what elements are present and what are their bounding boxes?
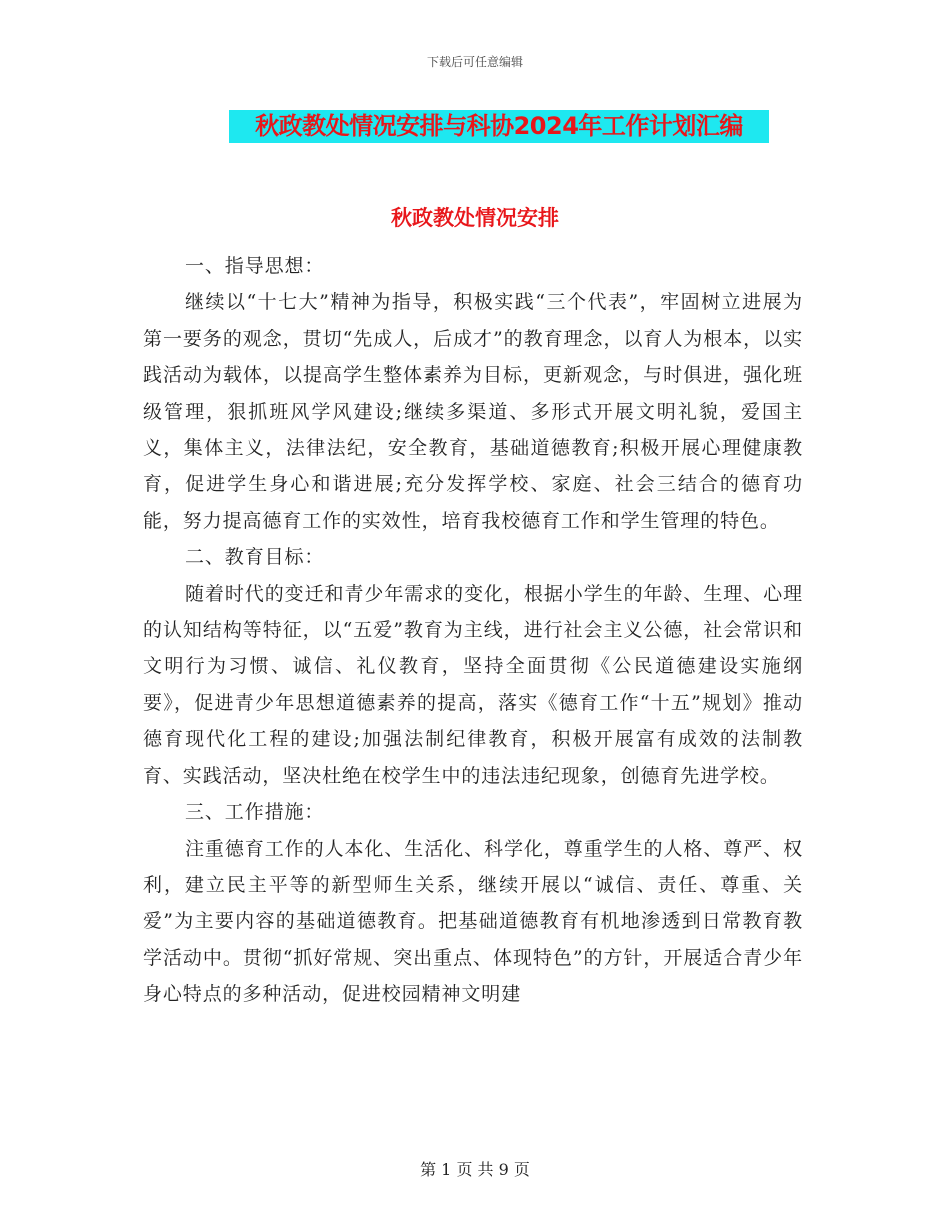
document-body	[143, 248, 803, 1013]
paragraph-guiding-ideology: 继续以“十七大”精神为指导，积极实践“三个代表”，牢固树立进展为第一要务的观念，贯切“先成人，后成才”的教育理念，以育人为根本，以实践活动为载体，以提高学生整体素养为目标，更新观念，与时俱进，强化班级管理，狠抓班风学风建设;继续多渠道、多形式开展文明礼貌，爱国主义，集体主义，法律法纪，安全教育，基础道德教育;积极开展心理健康教育，促进学生身心和谐进展;充分发挥学校、家庭、社会三结合的德育功能，努力提高德育工作的实效性，培育我校德育工作和学生管理的特色。	[143, 291, 803, 532]
page-number-footer: 第 1 页 共 9 页	[420, 1160, 530, 1179]
paragraph-education-goals: 随着时代的变迁和青少年需求的变化，根据小学生的年龄、生理、心理的认知结构等特征，以“五爱”教育为主线，进行社会主义公德，社会常识和文明行为习惯、诚信、礼仪教育，坚持全面贯彻《公民道德建设实施纲要》，促进青少年思想道德素养的提高，落实《德育工作“十五”规划》推动德育现代化工程的建设;加强法制纪律教育，积极开展富有成效的法制教育、实践活动，坚决杜绝在校学生中的违法违纪现象，创德育先进学校。	[143, 582, 803, 787]
section-title: 秋政教处情况安排	[391, 206, 559, 230]
page-header-note: 下载后可任意编辑	[426, 55, 523, 69]
paragraph-work-measures: 注重德育工作的人本化、生活化、科学化，尊重学生的人格、尊严、权利，建立民主平等的新型师生关系，继续开展以“诚信、责任、尊重、关爱”为主要内容的基础道德教育。把基础道德教育有机地渗透到日常教育教学活动中。贯彻“抓好常规、突出重点、体现特色”的方针，开展适合青少年身心特点的多种活动，促进校园精神文明建	[143, 837, 803, 1006]
section-heading-education-goals: 二、教育目标：	[185, 546, 325, 569]
section-heading-work-measures: 三、工作措施：	[185, 801, 325, 824]
section-heading-guiding-ideology: 一、指导思想：	[185, 255, 325, 277]
document-title: 秋政教处情况安排与科协2024年工作计划汇编	[229, 110, 769, 143]
